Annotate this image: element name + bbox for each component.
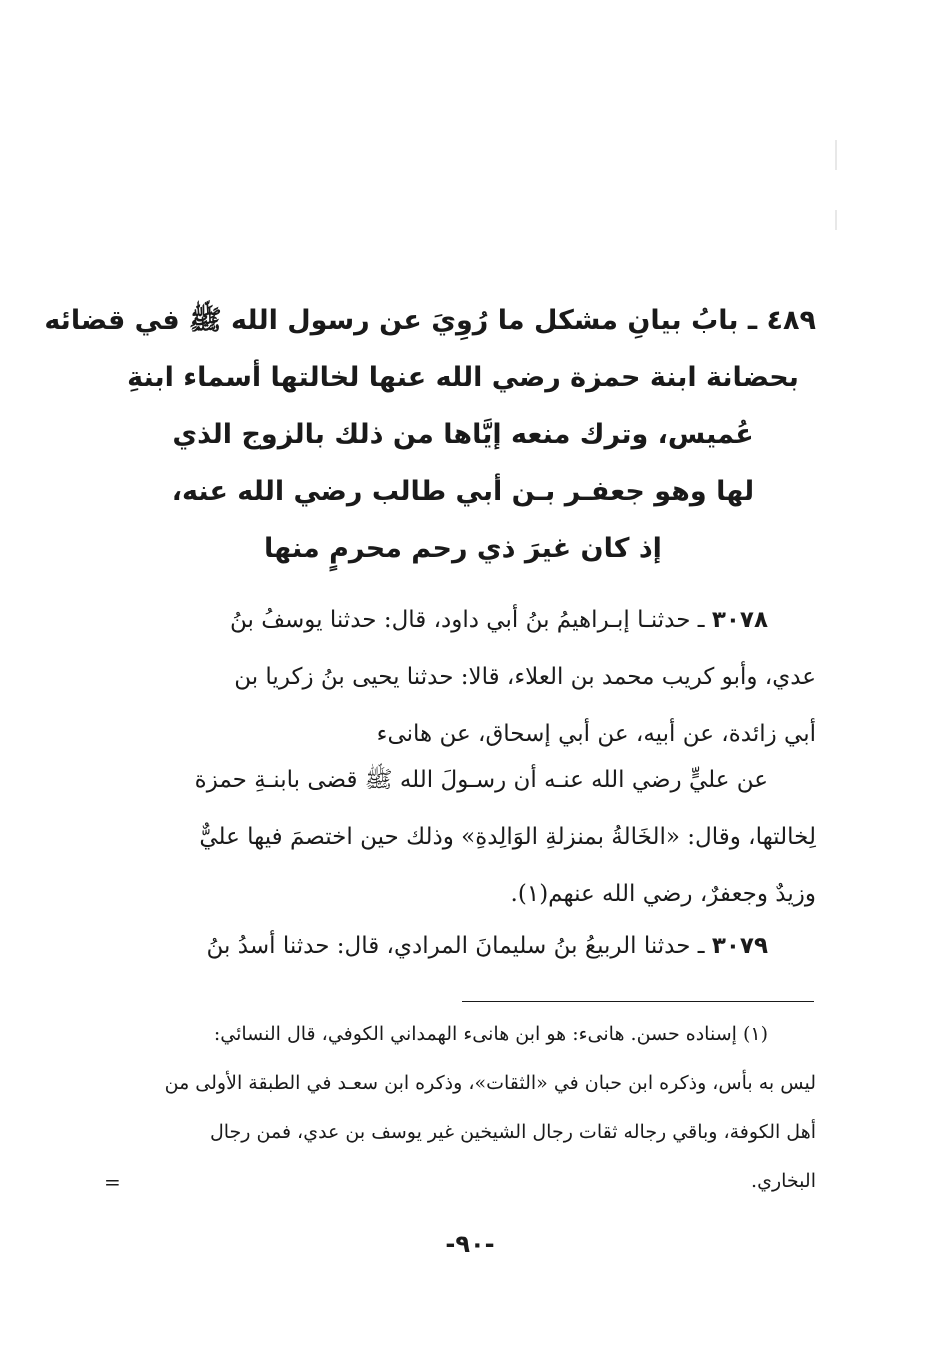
paragraph-text: ـ حدثنا الربيعُ بنُ سليمانَ المرادي، قال: حدثنا أسدُ بنُ — [206, 933, 705, 959]
hadith-3079-isnad — [110, 918, 816, 975]
paragraph-line: عن عليٍّ رضي الله عنـه أن رسـولَ الله ﷺ قضى بابنـةِ حمزة — [194, 767, 768, 793]
hadith-number: ٣٠٧٩ — [711, 933, 768, 959]
paragraph-line: لِخالتها، وقال: «الخَالةُ بمنزلةِ الوَالِدةِ» وذلك حين اختصمَ فيها عليٌّ — [199, 824, 816, 850]
scan-artifact — [835, 140, 837, 170]
page-number: -٩٠- — [445, 1230, 495, 1258]
paragraph-line — [110, 592, 816, 649]
paragraph-line: وزيدٌ وجعفرٌ، رضي الله عنهم(١). — [510, 881, 816, 907]
footnote-line: ليس به بأس، وذكره ابن حبان في «الثقات»، وذكره ابن سعـد في الطبقة الأولى من — [164, 1072, 816, 1094]
hadith-3078-isnad — [110, 592, 816, 763]
chapter-heading-line: بحضانة ابنة حمزة رضي الله عنها لخالتها أسماء ابنةِ — [127, 362, 799, 393]
footnote — [110, 1010, 816, 1206]
scan-artifact — [835, 210, 837, 230]
footnote-separator — [462, 1001, 814, 1002]
paragraph-line: أبي زائدة، عن أبيه، عن أبي إسحاق، عن هانىء — [376, 721, 816, 747]
hadith-3078-matn — [110, 752, 816, 923]
paragraph-text: ـ حدثنـا إبـراهيمُ بنُ أبي داود، قال: حدثنا يوسفُ بنُ — [229, 607, 705, 633]
chapter-heading — [44, 292, 816, 577]
chapter-heading-line: لها وهو جعفـر بـن أبي طالب رضي الله عنه، — [171, 476, 755, 507]
footnote-line: أهل الكوفة، وباقي رجاله ثقات رجال الشيخين غير يوسف بن عدي، فمن رجال — [209, 1121, 816, 1143]
chapter-heading-line: إذ كان غيرَ ذي رحم محرمٍ منها — [264, 533, 662, 564]
paragraph-line — [110, 918, 816, 975]
chapter-heading-line: عُميس، وترك منعه إيَّاها من ذلك بالزوج الذي — [172, 419, 754, 450]
paragraph-line: عدي، وأبو كريب محمد بن العلاء، قالا: حدثنا يحيى بنُ زكريا بن — [234, 664, 816, 690]
footnote-line: البخاري. — [751, 1170, 816, 1192]
hadith-number: ٣٠٧٨ — [711, 607, 768, 633]
chapter-heading-line: ٤٨٩ ـ بابُ بيانِ مشكل ما رُوِيَ عن رسول الله ﷺ في قضائه — [44, 305, 816, 336]
footnote-line: (١) إسناده حسن. هانىء: هو ابن هانىء الهمداني الكوفي، قال النسائي: — [213, 1023, 768, 1045]
footnote-continuation-mark: = — [104, 1170, 121, 1194]
